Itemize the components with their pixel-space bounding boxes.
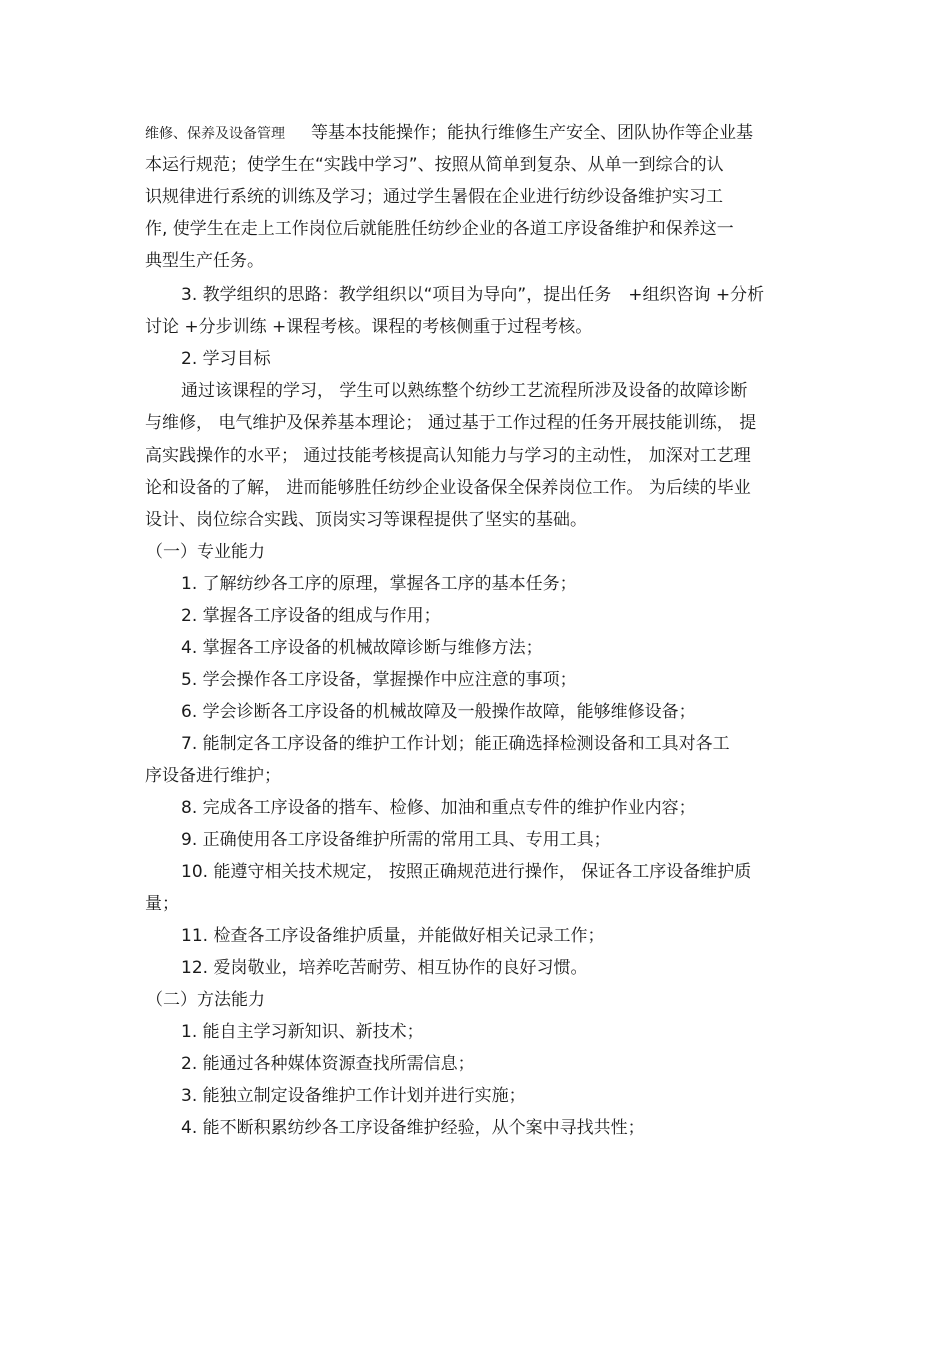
section-heading: （二）方法能力 [146, 990, 265, 1010]
list-item: 5. 学会操作各工序设备，掌握操作中应注意的事项； [181, 670, 577, 690]
list-item-continuation: 序设备进行维护； [145, 766, 281, 786]
section-heading: （一）专业能力 [146, 542, 265, 562]
text-line: 讨论 +分步训练 +课程考核。课程的考核侧重于过程考核。 [145, 317, 593, 337]
text-line: 本运行规范；使学生在“实践中学习”、按照从简单到复杂、从单一到综合的认 [145, 155, 724, 175]
list-item: 6. 学会诊断各工序设备的机械故障及一般操作故障，能够维修设备； [181, 702, 696, 722]
list-item: 2. 能通过各种媒体资源查找所需信息； [181, 1054, 475, 1074]
list-item: 10. 能遵守相关技术规定， 按照正确规范进行操作， 保证各工序设备维护质 [181, 862, 752, 882]
text-line: 论和设备的了解， 进而能够胜任纺纱企业设备保全保养岗位工作。 为后续的毕业 [145, 478, 751, 498]
list-item: 1. 能自主学习新知识、新技术； [181, 1022, 424, 1042]
list-item: 9. 正确使用各工序设备维护所需的常用工具、专用工具； [181, 830, 611, 850]
text-line: 3. 教学组织的思路：教学组织以“项目为导向”，提出任务 +组织咨询 +分析 [181, 285, 765, 305]
list-item: 12. 爱岗敬业，培养吃苦耐劳、相互协作的良好习惯。 [181, 958, 588, 978]
list-item: 4. 掌握各工序设备的机械故障诊断与维修方法； [181, 638, 543, 658]
text-line: 与维修， 电气维护及保养基本理论； 通过基于工作过程的任务开展技能训练， 提 [145, 413, 757, 433]
text-line: 通过该课程的学习， 学生可以熟练整个纺纱工艺流程所涉及设备的故障诊断 [181, 381, 748, 401]
list-item: 11. 检查各工序设备维护质量，并能做好相关记录工作； [181, 926, 605, 946]
list-item: 1. 了解纺纱各工序的原理，掌握各工序的基本任务； [181, 574, 577, 594]
section-heading: 2. 学习目标 [181, 349, 271, 369]
text-line: 识规律进行系统的训练及学习；通过学生暑假在企业进行纺纱设备维护实习工 [145, 187, 723, 207]
text-line: 等基本技能操作；能执行维修生产安全、团队协作等企业基 [311, 123, 753, 143]
text-line: 高实践操作的水平； 通过技能考核提高认知能力与学习的主动性， 加深对工艺理 [145, 446, 751, 466]
list-item: 3. 能独立制定设备维护工作计划并进行实施； [181, 1086, 526, 1106]
text-line: 设计、岗位综合实践、顶岗实习等课程提供了坚实的基础。 [145, 510, 587, 530]
text-line: 作, 使学生在走上工作岗位后就能胜任纺纱企业的各道工序设备维护和保养这一 [145, 219, 734, 239]
text-line: 维修、保养及设备管理 [145, 126, 285, 142]
list-item: 7. 能制定各工序设备的维护工作计划；能正确选择检测设备和工具对各工 [181, 734, 730, 754]
list-item: 4. 能不断积累纺纱各工序设备维护经验，从个案中寻找共性； [181, 1118, 645, 1138]
list-item: 8. 完成各工序设备的揩车、检修、加油和重点专件的维护作业内容； [181, 798, 696, 818]
text-line: 典型生产任务。 [145, 251, 264, 271]
list-item-continuation: 量； [145, 894, 179, 914]
list-item: 2. 掌握各工序设备的组成与作用； [181, 606, 441, 626]
